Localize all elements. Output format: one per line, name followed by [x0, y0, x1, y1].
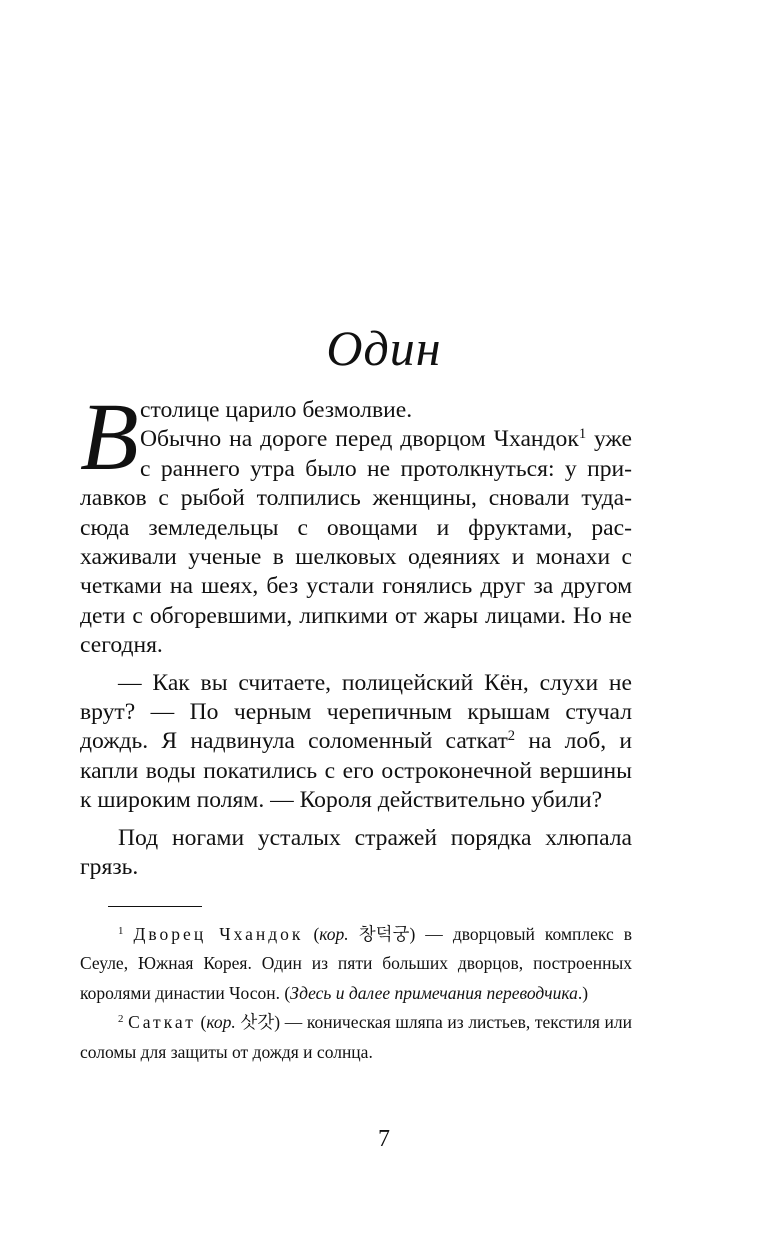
footnote-2 [80, 1008, 632, 1067]
footnote-1-mark: 1 [118, 925, 124, 938]
paragraph-3: Под ногами усталых стражей порядка хлюпала грязь. [80, 824, 632, 881]
footnote-2-paren: ( [195, 1012, 207, 1033]
footnote-divider [108, 906, 202, 907]
page-number: 7 [378, 1126, 390, 1152]
drop-cap: В [80, 383, 139, 490]
footnote-2-lang: кор. [206, 1012, 236, 1033]
footnote-1-text: ) — дворцовый комплекс в Сеуле, Южная Корея. Один из пяти больших дворцов, построенных королями династии Чосон. ( [80, 924, 633, 1003]
footnote-1-note: Здесь и далее примечания переводчика [290, 982, 578, 1003]
footnote-1-term: Дворец Чхандок [133, 924, 304, 944]
footnote-ref-2: 2 [507, 728, 516, 745]
paragraph-2-text-b: на лоб, и капли воды покатились с его остроконечной вершины к широким полям. — Короля действительно убили? [80, 728, 632, 814]
paragraph-1 [80, 383, 632, 661]
paragraph-1-text-b: уже с раннего утра было не протолкнуться: у прилавков с рыбой толпились женщины, сновали туда-сюда земледельцы с овощами и фруктами, расхаживали ученые в шелковых одеяниях и монахи с четками на шеях, без устали гонялись друг за другом дети с обгоревшими, липкими от жары лицами. Но не сегодня. [80, 426, 632, 659]
footnote-ref-1: 1 [578, 426, 587, 443]
paragraph-2 [80, 669, 632, 816]
body-text [80, 383, 632, 883]
footnote-2-term: Саткат [128, 1012, 196, 1033]
footnote-2-text: ) — коническая шляпа из листьев, текстиля или соломы для защиты от дождя и солнца. [80, 1012, 633, 1062]
footnote-1-native: 창덕궁 [348, 924, 410, 944]
footnote-2-native: 삿갓 [235, 1012, 275, 1033]
footnote-1-close: .) [577, 982, 589, 1003]
paragraph-1-text-a: Обычно на дороге перед дворцом Чхандок [140, 426, 579, 453]
paragraph-1-first-line: столице царило безмолвие. [140, 397, 413, 423]
footnote-1-paren: ( [303, 924, 320, 944]
footnote-2-mark: 2 [118, 1013, 124, 1026]
chapter-title: Один [326, 320, 442, 376]
footnotes [80, 920, 632, 1067]
footnote-1-lang: кор. [319, 924, 349, 944]
footnote-1 [80, 920, 632, 1008]
paragraph-2-text-a: — Как вы считаете, полицейский Кён, слухи не врут? — По черным черепичным крышам стучал дождь. Я надвинула соломенный саткат [80, 669, 632, 755]
